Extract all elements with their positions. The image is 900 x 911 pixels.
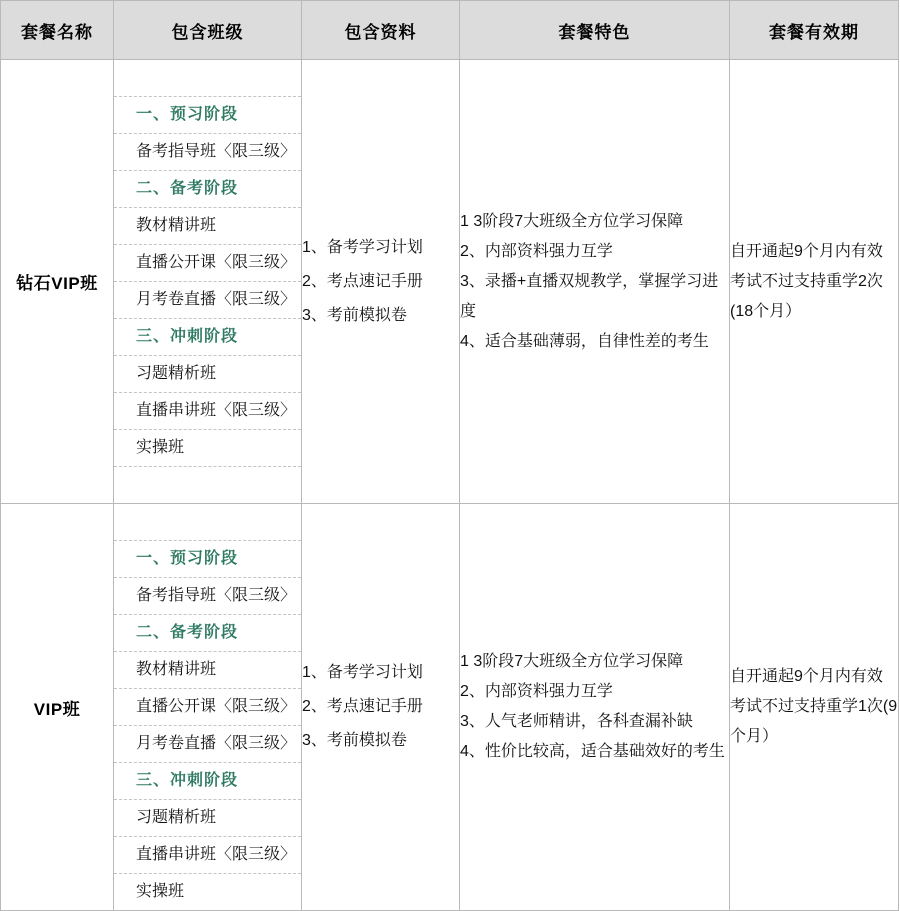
class-stage-label: 三、冲刺阶段	[114, 763, 301, 800]
feature-item: 4、适合基础薄弱，自律性差的考生	[460, 332, 709, 350]
material-item: 3、考前模拟卷	[302, 732, 407, 749]
feature-item: 1 3阶段7大班级全方位学习保障	[460, 653, 684, 670]
class-item: 教材精讲班	[114, 208, 301, 245]
class-item: 直播公开课〈限三级〉	[114, 245, 301, 282]
class-list	[114, 60, 301, 503]
included-classes-cell	[114, 504, 302, 911]
column-header-included-materials: 包含资料	[302, 1, 460, 60]
material-item: 2、考点速记手册	[302, 698, 423, 715]
package-validity-cell	[730, 504, 899, 911]
class-item: 实操班	[136, 883, 185, 900]
validity-line: 考试不过支持重学2次(18个月）	[730, 272, 883, 320]
package-name: 钻石VIP班	[1, 60, 114, 504]
class-item: 习题精析班	[114, 800, 301, 837]
material-item: 2、考点速记手册	[302, 272, 423, 290]
class-stage-label: 二、备考阶段	[114, 171, 301, 208]
column-header-package-name: 套餐名称	[1, 1, 114, 60]
class-item: 教材精讲班	[114, 652, 301, 689]
class-item: 备考指导班〈限三级〉	[114, 134, 301, 171]
class-list-spacer	[114, 60, 301, 97]
class-item: 直播串讲班〈限三级〉	[114, 837, 301, 874]
material-item: 3、考前模拟卷	[302, 306, 407, 324]
validity-line: 自开通起9个月内有效	[730, 668, 883, 685]
class-list-spacer	[114, 467, 301, 504]
feature-item: 2、内部资料强力互学	[460, 683, 613, 700]
class-stage-label: 一、预习阶段	[114, 97, 301, 134]
class-item: 备考指导班〈限三级〉	[114, 578, 301, 615]
package-name: VIP班	[1, 504, 114, 911]
package-features-cell	[460, 504, 730, 911]
class-list	[114, 504, 301, 910]
class-item: 月考卷直播〈限三级〉	[114, 726, 301, 763]
feature-item: 1 3阶段7大班级全方位学习保障	[460, 212, 684, 230]
class-stage-label: 三、冲刺阶段	[114, 319, 301, 356]
material-item: 1、备考学习计划	[302, 238, 423, 256]
class-item: 实操班	[114, 430, 301, 467]
feature-item: 2、内部资料强力互学	[460, 242, 613, 260]
feature-item: 4、性价比较高，适合基础效好的考生	[460, 743, 725, 760]
package-validity-cell	[730, 60, 899, 504]
feature-item: 3、录播+直播双规教学，掌握学习进度	[460, 272, 719, 320]
class-item: 直播公开课〈限三级〉	[114, 689, 301, 726]
column-header-included-classes: 包含班级	[114, 1, 302, 60]
included-materials-cell	[302, 504, 460, 911]
class-item: 直播串讲班〈限三级〉	[114, 393, 301, 430]
feature-item: 3、人气老师精讲，各科查漏补缺	[460, 713, 693, 730]
material-item: 1、备考学习计划	[302, 664, 423, 681]
column-header-package-features: 套餐特色	[460, 1, 730, 60]
table-header-row	[1, 1, 899, 60]
validity-line: 考试不过支持重学1次(9个月）	[730, 698, 898, 745]
class-item: 月考卷直播〈限三级〉	[114, 282, 301, 319]
table-row	[1, 504, 899, 911]
table-row	[1, 60, 899, 504]
class-item: 习题精析班	[114, 356, 301, 393]
column-header-package-validity: 套餐有效期	[730, 1, 899, 60]
package-features-cell	[460, 60, 730, 504]
included-classes-cell	[114, 60, 302, 504]
class-list-spacer	[114, 504, 301, 541]
validity-line: 自开通起9个月内有效	[730, 242, 883, 260]
class-stage-label: 一、预习阶段	[114, 541, 301, 578]
class-stage-label: 二、备考阶段	[114, 615, 301, 652]
included-materials-cell	[302, 60, 460, 504]
